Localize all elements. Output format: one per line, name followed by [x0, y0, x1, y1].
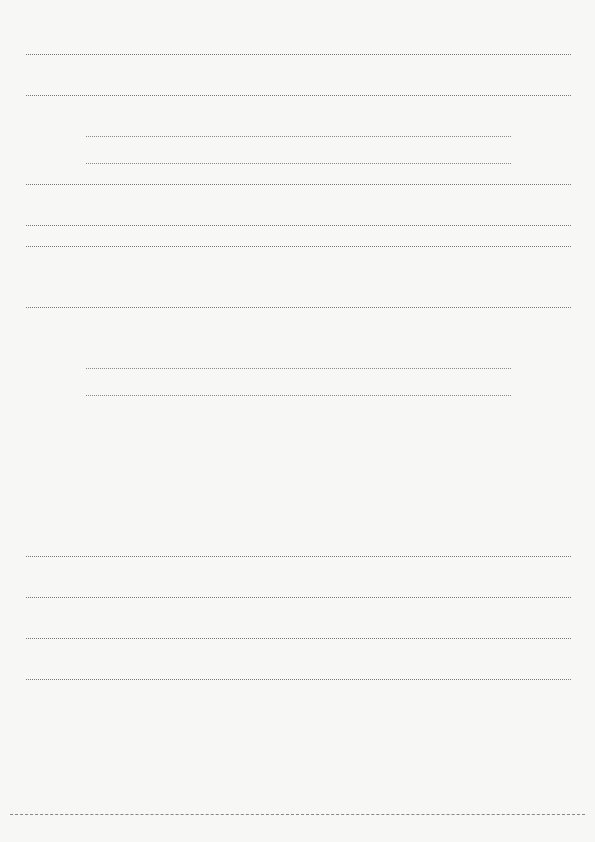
- bio-bullet: [26, 496, 571, 516]
- conditions-line-1: [26, 577, 571, 598]
- section-2-answer-b-line-1: [26, 247, 571, 267]
- section-2-answer-c-line-2: [26, 328, 571, 348]
- section-2-body: [26, 164, 571, 368]
- vocabulary-line: [26, 205, 571, 226]
- section-2-answer-b-line-2: [26, 267, 571, 287]
- bio-bullet: [26, 557, 571, 577]
- virtues-line-1: [26, 659, 571, 680]
- bio-bullet: [26, 516, 571, 536]
- section-2-answer-c-line-1: [26, 308, 571, 328]
- bio-bullet: [26, 476, 571, 496]
- conditions-line-2: [26, 598, 571, 618]
- section-3-body: [26, 396, 571, 700]
- bio-bullet: [26, 416, 571, 436]
- question-c-prompt: [26, 75, 571, 96]
- hadith-line-2: [26, 185, 571, 205]
- question-c-answer-line-1: [26, 96, 571, 116]
- importance-line-1: [26, 618, 571, 639]
- bio-bullet: [26, 436, 571, 456]
- section-2-title: [26, 137, 571, 163]
- section-2-answer-c-line-3: [26, 348, 571, 368]
- question-block-b: [26, 34, 571, 75]
- question-c-answer-line-2: [26, 116, 571, 136]
- question-block-c: [26, 75, 571, 136]
- hadith-line-1: [26, 164, 571, 185]
- section-2-question-c: [26, 287, 571, 308]
- book-status-line: [26, 536, 571, 557]
- question-b-answer: [26, 55, 571, 75]
- section-2-question-b: [26, 226, 571, 247]
- virtues-line-2: [26, 680, 571, 700]
- question-b-prompt: [26, 34, 571, 55]
- importance-line-2: [26, 639, 571, 659]
- section-3-title: [26, 369, 571, 395]
- bio-bullet: [26, 396, 571, 416]
- page-footer: [10, 814, 585, 835]
- bio-bullet: [26, 456, 571, 476]
